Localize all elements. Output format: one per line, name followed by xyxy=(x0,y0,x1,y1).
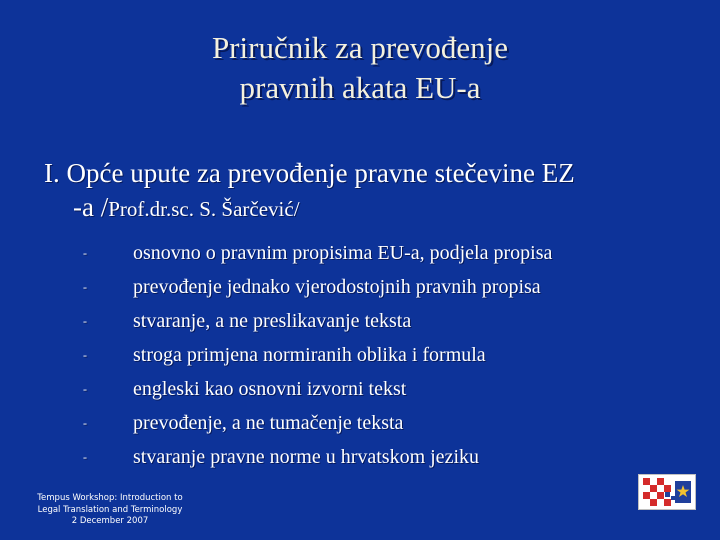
list-item xyxy=(80,236,640,270)
list-item xyxy=(80,406,640,440)
section-heading xyxy=(44,156,694,226)
heading-line-1: I. Opće upute za prevođenje pravne stečevine EZ xyxy=(44,158,575,188)
title-line-2: pravnih akata EU-a xyxy=(239,70,481,105)
bullet-dash: - xyxy=(83,382,87,396)
list-item xyxy=(80,338,640,372)
bullet-dash: - xyxy=(83,280,87,294)
list-item xyxy=(80,304,640,338)
heading-author: Prof.dr.sc. S. Šarčević/ xyxy=(108,197,300,221)
list-item-text: stvaranje, a ne preslikavanje teksta xyxy=(133,310,412,332)
footer-line-3: 2 December 2007 xyxy=(71,516,149,526)
bullet-dash: - xyxy=(83,450,87,464)
list-item-text: osnovno o pravnim propisima EU-a, podjela propisa xyxy=(133,242,553,264)
title-line-1: Priručnik za prevođenje xyxy=(211,30,509,65)
list-item-text: stvaranje pravne norme u hrvatskom jeziku xyxy=(133,446,479,468)
heading-line-2 xyxy=(44,190,694,226)
list-item-text: engleski kao osnovni izvorni tekst xyxy=(133,378,407,400)
slide-title xyxy=(0,28,720,108)
bullet-dash: - xyxy=(83,416,87,430)
heading-line-2-prefix: -a / xyxy=(73,192,109,222)
list-item-text: stroga primjena normiranih oblika i formula xyxy=(133,344,486,366)
bullet-list xyxy=(80,236,640,474)
bullet-dash: - xyxy=(83,314,87,328)
list-item-text: prevođenje, a ne tumačenje teksta xyxy=(133,412,404,434)
bullet-dash: - xyxy=(83,246,87,260)
list-item xyxy=(80,440,640,474)
footer-line-1: Tempus Workshop: Introduction to xyxy=(37,493,183,503)
croatia-eu-flag-logo-icon xyxy=(638,474,696,510)
footer-line-2: Legal Translation and Terminology xyxy=(37,504,183,515)
footer-note xyxy=(10,493,210,528)
list-item xyxy=(80,372,640,406)
logo-graphic xyxy=(639,475,695,509)
bullet-dash: - xyxy=(83,348,87,362)
list-item-text: prevođenje jednako vjerodostojnih pravnih propisa xyxy=(133,276,541,298)
list-item xyxy=(80,270,640,304)
